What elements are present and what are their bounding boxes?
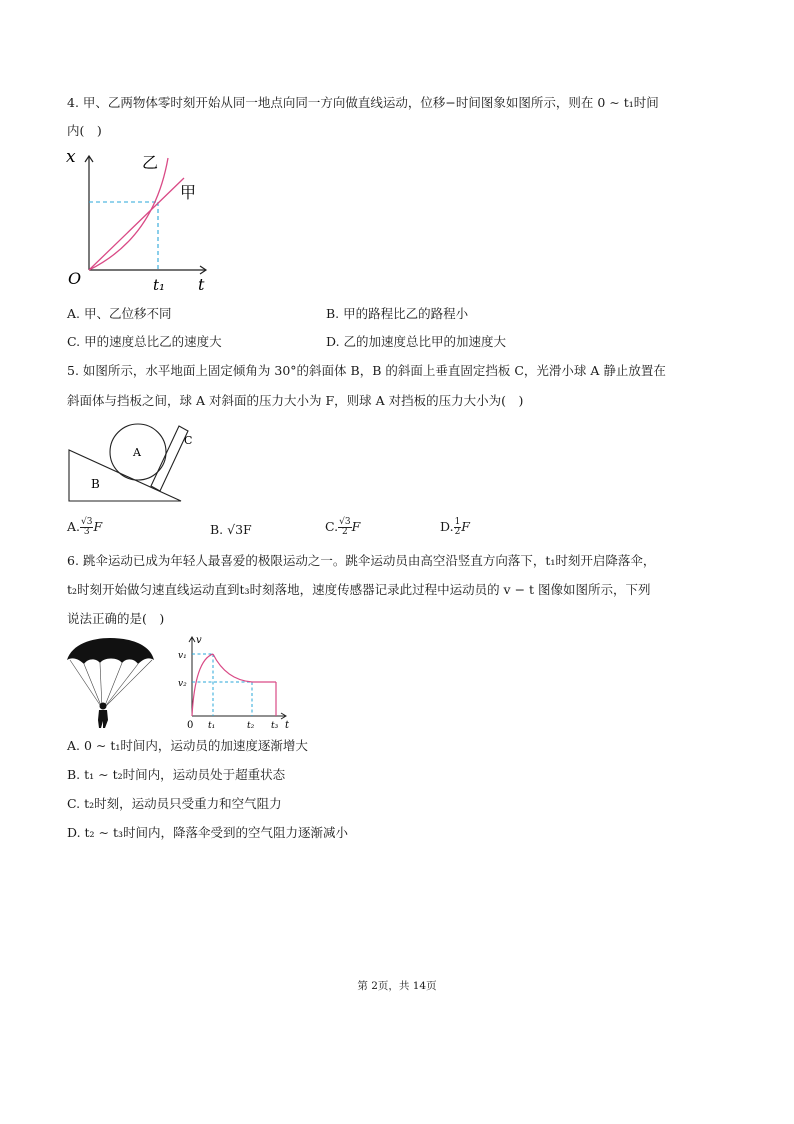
parachutist-head (100, 703, 107, 710)
q4-option-c[interactable]: C. 甲的速度总比乙的速度大 (67, 334, 222, 349)
q4-option-a[interactable]: A. 甲、乙位移不同 (67, 306, 172, 321)
q6-t2-label: t₂ (247, 721, 255, 731)
q4-t1-label: t₁ (153, 276, 166, 294)
q5-option-a-fraction (80, 518, 93, 537)
q5-board-c (151, 426, 188, 491)
parachute-canopy (67, 638, 154, 664)
q4-xt-graph (62, 146, 222, 298)
q5-option-d-prefix: D. (440, 519, 454, 534)
q4-curve-yi (89, 158, 168, 270)
q5-option-c-suffix: F (351, 519, 361, 534)
q6-v2-label: v₂ (178, 679, 187, 689)
q5-option-d-suffix: F (461, 519, 470, 534)
q4-x-label: x (66, 147, 76, 167)
q4-stem-line2: 内( ) (67, 123, 102, 138)
q5-option-a-suffix: F (93, 519, 103, 534)
q5-option-c-fraction (338, 518, 351, 537)
q6-stem-line2: t₂时刻开始做匀速直线运动直到t₃时刻落地，速度传感器记录此过程中运动员的 v − t 图像如图所示，下列 (67, 582, 651, 597)
q5-option-d-denominator: 2 (454, 527, 461, 537)
q4-line-jia (89, 178, 184, 270)
q5-option-c-numerator: √3 (339, 517, 351, 527)
q5-option-a-numerator: √3 (81, 517, 93, 527)
q4-t-label: t (198, 275, 205, 294)
q5-option-d-numerator: 1 (454, 517, 461, 527)
q5-option-c[interactable] (325, 518, 360, 537)
q5-incline-figure (64, 420, 200, 506)
q6-curve-rise (192, 654, 213, 716)
q6-option-d[interactable]: D. t₂ ∼ t₃时间内，降落伞受到的空气阻力逐渐减小 (67, 825, 349, 840)
q6-stem-line1: 6. 跳伞运动已成为年轻人最喜爱的极限运动之一。跳伞运动员由高空沿竖直方向落下，t₁时刻开启降落伞， (67, 553, 656, 568)
q6-t-label: t (285, 720, 290, 731)
q5-label-a: A (133, 446, 141, 459)
q4-origin-label: O (68, 269, 82, 288)
q6-stem-line3: 说法正确的是( ) (67, 611, 165, 626)
q6-vt-graph (174, 632, 298, 732)
q4-label-jia: 甲 (180, 183, 197, 202)
q4-option-d[interactable]: D. 乙的加速度总比甲的加速度大 (326, 334, 507, 349)
q5-option-a-denominator: 3 (83, 527, 90, 537)
q5-option-a-prefix: A. (67, 519, 81, 534)
q6-option-c[interactable]: C. t₂时刻，运动员只受重力和空气阻力 (67, 796, 282, 811)
q5-option-d[interactable] (440, 518, 470, 537)
q5-label-c: C (184, 434, 193, 447)
q5-option-c-prefix: C. (325, 519, 339, 534)
q5-label-b: B (91, 477, 100, 491)
q4-option-b[interactable]: B. 甲的路程比乙的路程小 (326, 306, 469, 321)
q4-label-yi: 乙 (142, 153, 159, 172)
q6-option-a[interactable]: A. 0 ∼ t₁时间内，运动员的加速度逐渐增大 (67, 738, 308, 753)
parachutist-illustration (64, 638, 156, 730)
q4-stem-line1: 4. 甲、乙两物体零时刻开始从同一地点向同一方向做直线运动，位移−时间图象如图所示，则在 0 ∼ t₁时间 (67, 95, 659, 110)
q6-v1-label: v₁ (178, 651, 187, 661)
q6-t1-label: t₁ (208, 721, 216, 731)
q5-stem-line1: 5. 如图所示，水平地面上固定倾角为 30°的斜面体 B，B 的斜面上垂直固定挡板 C，光滑小球 A 静止放置在 (67, 363, 666, 378)
q5-stem-line2: 斜面体与挡板之间，球 A 对斜面的压力大小为 F，则球 A 对挡板的压力大小为( ) (67, 393, 524, 408)
q6-v-label: v (196, 635, 202, 646)
page-footer: 第 2页，共 14页 (357, 980, 437, 992)
q5-option-b[interactable]: B. √3F (210, 522, 252, 537)
q6-origin-label: 0 (187, 720, 194, 731)
q5-option-c-denominator: 2 (341, 527, 348, 537)
q6-t3-label: t₃ (271, 721, 279, 731)
q6-option-b[interactable]: B. t₁ ∼ t₂时间内，运动员处于超重状态 (67, 767, 286, 782)
q6-curve-decay (213, 654, 252, 682)
q5-option-a[interactable] (67, 518, 102, 537)
parachutist-body (98, 710, 108, 728)
